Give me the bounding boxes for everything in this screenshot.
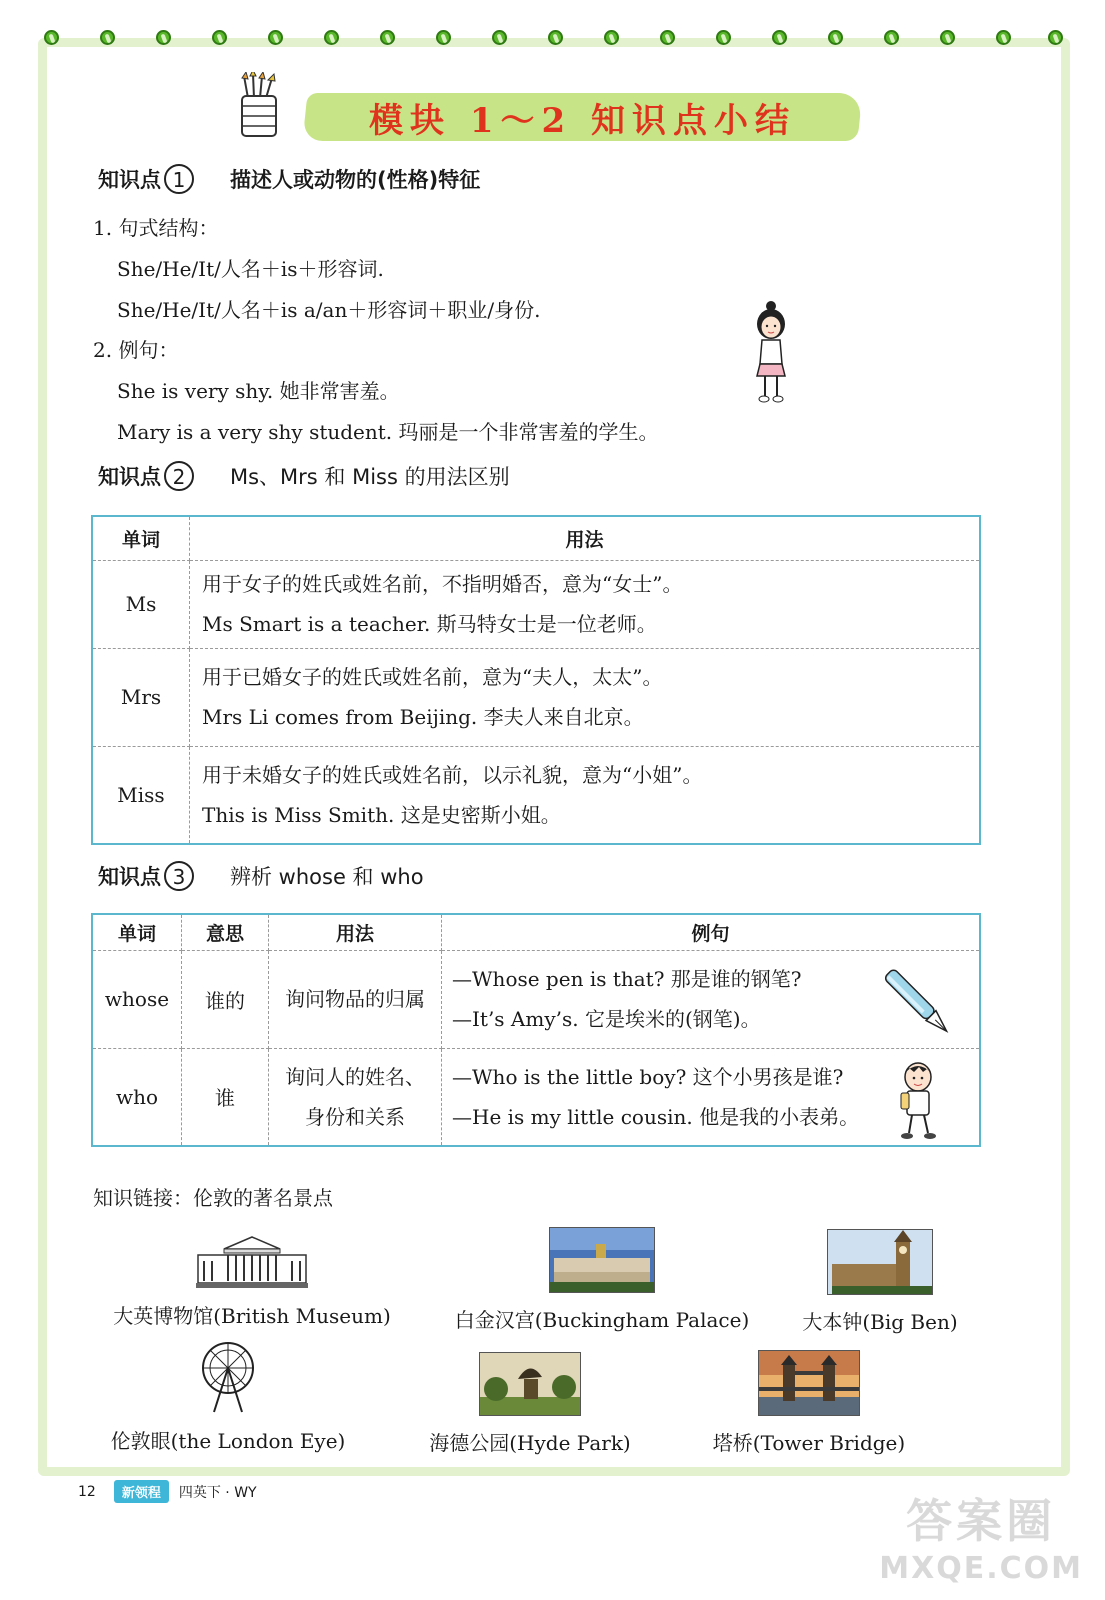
kp-label: 知识点: [98, 465, 161, 489]
buckingham-palace-icon: [549, 1227, 655, 1293]
binding-ring-icon: [772, 30, 787, 45]
word-cell: who: [92, 1048, 182, 1146]
binding-ring-icon: [604, 30, 619, 45]
table-row: [92, 1048, 980, 1146]
knowledge-point-3-heading: [98, 861, 424, 891]
sight-label: 白金汉宫(Buckingham Palace): [454, 1308, 750, 1332]
example-line: —Whose pen is that? 那是谁的钢笔?: [452, 967, 802, 991]
meaning-cell: 谁: [182, 1048, 269, 1146]
kp-number: 2: [164, 461, 194, 491]
pencil-cup-icon: [236, 72, 282, 140]
table-header-word: 单词: [92, 516, 190, 560]
word-cell: whose: [92, 950, 182, 1048]
binding-ring-icon: [940, 30, 955, 45]
binding-ring-icon: [324, 30, 339, 45]
tower-bridge-icon: [758, 1350, 860, 1416]
sight-label: 海德公园(Hyde Park): [429, 1431, 631, 1455]
binding-ring-icon: [996, 30, 1011, 45]
usage-line: 用于已婚女子的姓氏或姓名前，意为“夫人，太太”。: [202, 665, 663, 689]
table-row: [92, 746, 980, 844]
binding-ring-icon: [492, 30, 507, 45]
table-header-usage: 用法: [269, 914, 442, 950]
binding-ring-icon: [660, 30, 675, 45]
page-number: 12: [78, 1483, 96, 1500]
binding-ring-icon: [100, 30, 115, 45]
fountain-pen-icon: [881, 965, 957, 1045]
book-info: 四英下 · WY: [178, 1484, 257, 1501]
sight-buckingham-palace: [438, 1227, 766, 1333]
sight-label: 塔桥(Tower Bridge): [712, 1431, 906, 1455]
kp1-example-2: Mary is a very shy student. 玛丽是一个非常害羞的学生。: [117, 420, 659, 444]
usage-line: 询问人的姓名、: [285, 1064, 425, 1089]
sight-big-ben: [787, 1229, 973, 1335]
example-cell: [442, 950, 981, 1048]
brand-badge: 新领程: [114, 1480, 169, 1503]
sight-tower-bridge: [700, 1350, 918, 1456]
sight-label: 大本钟(Big Ben): [802, 1310, 958, 1334]
knowledge-point-2-heading: [98, 461, 510, 491]
watermark: [879, 1485, 1083, 1586]
binding-ring-icon: [548, 30, 563, 45]
usage-example: Ms Smart is a teacher. 斯马特女士是一位老师。: [202, 612, 657, 636]
watermark-text: 答案圈: [906, 1494, 1057, 1548]
kp-number: 1: [164, 164, 194, 194]
usage-example: This is Miss Smith. 这是史密斯小姐。: [202, 802, 561, 827]
kp1-section-examples: 2. 例句：: [93, 338, 179, 362]
usage-cell: [269, 950, 442, 1048]
hyde-park-icon: [479, 1352, 581, 1416]
sight-label: 大英博物馆(British Museum): [113, 1304, 391, 1328]
usage-line: 用于未婚女子的姓氏或姓名前，以示礼貌，意为“小姐”。: [202, 762, 703, 787]
kp1-pattern-2: She/He/It/人名＋is a/an＋形容词＋职业/身份.: [117, 298, 541, 322]
table-row: [92, 950, 980, 1048]
table-row: [92, 648, 980, 746]
sight-hyde-park: [411, 1352, 649, 1456]
usage-cell: [190, 560, 981, 648]
example-line: —It’s Amy’s. 它是埃米的(钢笔)。: [452, 1007, 761, 1031]
shy-girl-icon: [748, 298, 794, 406]
london-eye-icon: [200, 1338, 256, 1414]
binding-ring-icon: [212, 30, 227, 45]
ms-mrs-miss-table: [91, 515, 981, 845]
binding-ring-icon: [380, 30, 395, 45]
whose-who-table: [91, 913, 981, 1147]
table-header-usage: 用法: [190, 516, 981, 560]
example-cell: [442, 1048, 981, 1146]
kp1-section-structure: 1. 句式结构：: [93, 216, 219, 240]
little-boy-icon: [897, 1059, 939, 1141]
binding-ring-icon: [828, 30, 843, 45]
word-cell: Ms: [92, 560, 190, 648]
binding-ring-icon: [44, 30, 59, 45]
sight-london-eye: [93, 1338, 363, 1454]
example-line: —He is my little cousin. 他是我的小表弟。: [452, 1104, 860, 1129]
kp-description: Ms、Mrs 和 Miss 的用法区别: [230, 465, 510, 489]
knowledge-point-1-heading: [98, 164, 480, 194]
usage-cell: [190, 746, 981, 844]
kp-number: 3: [164, 861, 194, 891]
binding-ring-icon: [436, 30, 451, 45]
kp-label: 知识点: [98, 865, 161, 889]
usage-cell: [190, 648, 981, 746]
usage-cell: [269, 1048, 442, 1146]
usage-example: Mrs Li comes from Beijing. 李夫人来自北京。: [202, 705, 644, 729]
binding-ring-icon: [716, 30, 731, 45]
kp-description: 辨析 whose 和 who: [230, 865, 424, 889]
table-header-meaning: 意思: [182, 914, 269, 950]
page-title: 模块 1～2 知识点小结: [369, 100, 796, 141]
spiral-binding: [44, 30, 1064, 52]
big-ben-icon: [827, 1229, 933, 1295]
usage-line: 身份和关系: [305, 1104, 405, 1129]
usage-line: 询问物品的归属: [285, 987, 425, 1011]
page-footer: [78, 1480, 257, 1503]
table-header-example: 例句: [442, 914, 981, 950]
table-row: [92, 560, 980, 648]
binding-ring-icon: [1048, 30, 1063, 45]
kp1-example-1: She is very shy. 她非常害羞。: [117, 379, 400, 403]
table-header-word: 单词: [92, 914, 182, 950]
kp-description: 描述人或动物的(性格)特征: [230, 168, 481, 192]
british-museum-icon: [194, 1233, 310, 1289]
kp-label: 知识点: [98, 168, 161, 192]
word-cell: Miss: [92, 746, 190, 844]
binding-ring-icon: [156, 30, 171, 45]
knowledge-link-title: 知识链接：伦敦的著名景点: [93, 1186, 333, 1210]
word-cell: Mrs: [92, 648, 190, 746]
usage-line: 用于女子的姓氏或姓名前，不指明婚否，意为“女士”。: [202, 572, 683, 596]
sight-label: 伦敦眼(the London Eye): [110, 1429, 346, 1453]
kp1-pattern-1: She/He/It/人名＋is＋形容词.: [117, 257, 384, 281]
meaning-cell: 谁的: [182, 950, 269, 1048]
binding-ring-icon: [884, 30, 899, 45]
example-line: —Who is the little boy? 这个小男孩是谁?: [452, 1064, 844, 1089]
watermark-url: MXQE.COM: [879, 1551, 1083, 1586]
binding-ring-icon: [268, 30, 283, 45]
sight-british-museum: [93, 1233, 411, 1329]
